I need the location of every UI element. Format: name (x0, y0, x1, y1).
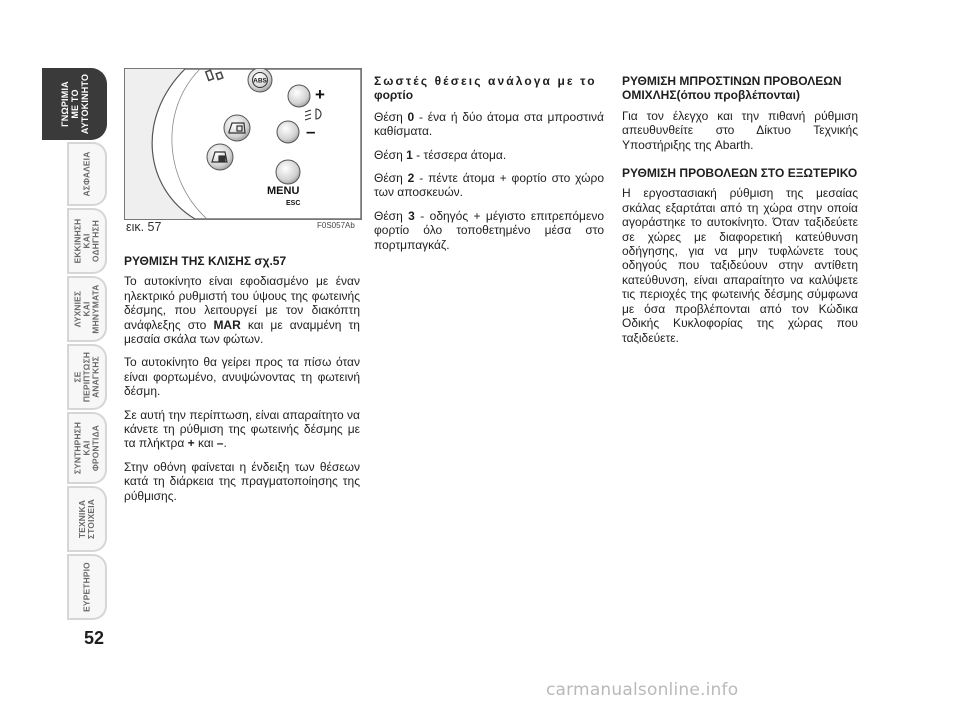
text: - οδηγός + μέγιστο επιτρεπόμενο φορτίο όλο τοποθετημένο μέσα στο πορτμπαγκάζ. (374, 208, 604, 252)
text: . (223, 436, 227, 451)
text: Θέση (374, 147, 407, 162)
tab-label: ΑΣΦΑΛΕΙΑ (81, 151, 92, 197)
position-number: 2 (407, 171, 415, 186)
tab-label: ΕΥΡΕΤΗΡΙΟ (81, 562, 92, 612)
paragraph: Η εργοστασιακή ρύθμιση της μεσαίας σκάλας εξαρτάται από τη χώρα στην οποία αγοράστηκε το αυτοκίνητο. Όταν ταξιδεύετε σε χώρες με διαφορετική κατεύθυνση οδήγησης, για να μην τυφλώνετε τους οδηγούς που ταξιδεύουν στην αντίθετη κατεύθυνση, είναι απαραίτητο να καλύψετε τις περιοχές της φωτεινής δέσμης σύμφωνα με όσα προβλέπονται από τον Κώδικα Οδικής Κυκλοφορίας της χώρας που ταξιδεύετε. (622, 186, 858, 345)
position-item (374, 171, 604, 200)
position-item (374, 209, 604, 252)
tab-lights-messages[interactable] (67, 276, 107, 342)
minus-key: – (216, 436, 224, 451)
tab-technical-data[interactable] (67, 486, 107, 552)
text: Θέση (374, 109, 408, 124)
position-number: 0 (407, 109, 415, 124)
page-number: 52 (84, 628, 105, 648)
watermark: carmanualsonline.info (546, 680, 739, 700)
position-number: 3 (408, 208, 415, 223)
paragraph (124, 408, 360, 451)
section-heading (374, 74, 604, 103)
position-number: 1 (406, 147, 413, 162)
tab-maintenance[interactable] (67, 412, 107, 484)
position-item (374, 148, 604, 162)
tab-index[interactable] (67, 554, 107, 620)
column-fog-lights (622, 74, 858, 354)
dashboard-illustration (125, 69, 361, 219)
text: και με αναμμένη τη μεσαία σκάλα των φώτων. (124, 317, 360, 347)
tab-label: ΤΕΧΝΙΚΑ ΣΤΟΙΧΕΙΑ (77, 499, 96, 539)
figure-code: F0S057Ab (317, 221, 355, 230)
tab-label: ΣΥΝΤΗΡΗΣΗ ΚΑΙ ΦΡΟΝΤΙΔΑ (72, 421, 101, 475)
tab-getting-to-know[interactable] (42, 68, 107, 140)
text: Θέση (374, 171, 408, 186)
tab-safety[interactable] (67, 142, 107, 206)
section-heading (622, 74, 858, 103)
heading-text: ΡΥΘΜΙΣΗ ΜΠΡΟΣΤΙΝΩΝ ΠΡΟΒΟΛΕΩΝ (622, 74, 842, 88)
abs-label: ABS (253, 77, 267, 85)
paragraph: Για τον έλεγχο και την πιθανή ρύθμιση απευθυνθείτε στο Δίκτυο Τεχνικής Υποστήριξης της Abarth. (622, 108, 858, 152)
tab-label: ΓΝΩΡΙΜΙΑ ΜΕ ΤΟ ΑΥΤΟΚΙΝΗΤΟ (59, 73, 90, 135)
section-heading: ΡΥΘΜΙΣΗ ΤΗΣ ΚΛΙΣΗΣ σχ.57 (124, 254, 287, 268)
minus-sign: – (306, 122, 316, 141)
text: - ένα ή δύο άτομα στα μπροστινά καθίσματα. (374, 109, 604, 139)
position-item (374, 110, 604, 139)
heading-text: Σωστές θέσεις ανάλογα με το (374, 74, 597, 88)
tab-emergency[interactable] (67, 344, 107, 410)
tab-label: ΣΕ ΠΕΡΙΠΤΩΣΗ ΑΝΑΓΚΗΣ (72, 351, 101, 403)
plus-key: + (187, 436, 195, 451)
column-headlight-tilt (124, 254, 360, 512)
dashboard-buttons-figure (124, 68, 362, 220)
text: Σε αυτή την περίπτωση, είναι απαραίτητο να κάνετε τη ρύθμιση της φωτεινής δέσμης με τα πλήκτρα (124, 407, 360, 451)
heading-text: ΟΜΙΧΛΗΣ(όπου προβλέπονται) (622, 88, 800, 103)
text: και (194, 436, 217, 451)
ignition-key-position: MAR (213, 317, 241, 332)
heading-text: φορτίο (374, 88, 414, 103)
tab-starting-driving[interactable] (67, 208, 107, 274)
text: Θέση (374, 208, 409, 223)
section-heading: ΡΥΘΜΙΣΗ ΠΡΟΒΟΛΕΩΝ ΣΤΟ ΕΞΩΤΕΡΙΚΟ (622, 166, 858, 181)
plus-sign: + (315, 85, 325, 104)
menu-label: MENU (267, 185, 300, 197)
tab-label: ΕΚΚΙΝΗΣΗ ΚΑΙ ΟΔΗΓΗΣΗ (72, 218, 101, 264)
paragraph: Το αυτοκίνητο θα γείρει προς τα πίσω όταν είναι φορτωμένο, ανυψώνοντας τη φωτεινή δέσμη. (124, 355, 360, 399)
paragraph (124, 274, 360, 346)
column-load-positions (374, 74, 604, 261)
text: Το αυτοκίνητο είναι εφοδιασμένο με έναν ηλεκτρικό ρυθμιστή του ύψους της φωτεινής δέσμης, που λειτουργεί με τον διακόπτη ανάφλεξης στο (124, 274, 360, 332)
tab-label: ΛΥΧΝΙΕΣ ΚΑΙ ΜΗΝΥΜΑΤΑ (72, 284, 101, 334)
paragraph: Στην οθόνη φαίνεται η ένδειξη των θέσεων κατά τη διάρκεια της πραγματοποίησης της ρύθμισης. (124, 459, 360, 503)
esc-label: ESC (286, 200, 301, 207)
text: - πέντε άτομα + φορτίο στο χώρο των αποσκευών. (374, 171, 604, 200)
figure-caption: εικ. 57 (126, 220, 162, 234)
text: - τέσσερα άτομα. (412, 147, 507, 162)
